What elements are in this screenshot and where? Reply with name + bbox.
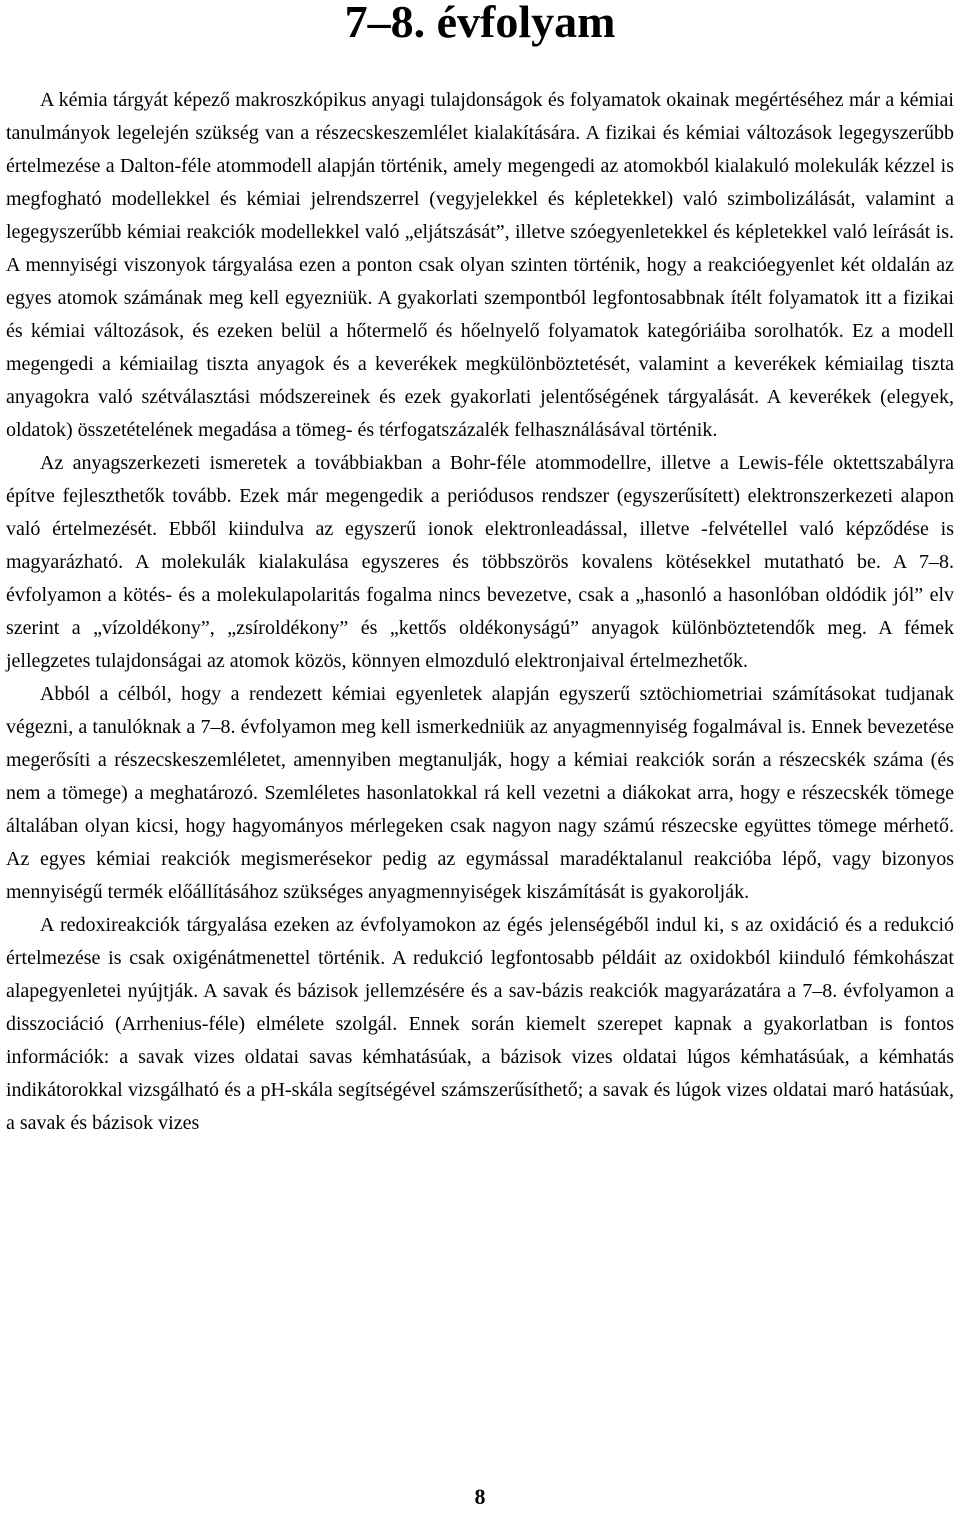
paragraph-redox-acid-base: A redoxireakciók tárgyalása ezeken az évfolyamokon az égés jelenségéből indul ki, s az oxidáció és a redukció értelmezése is csak oxigénátmenettel történik. A redukció legfontosabb példáit az oxidokból kiinduló fémkohászat alapegyenletei nyújtják. A savak és bázisok jellemzésére és a sav-bázis reakciók magyarázatára a 7–8. évfolyamon a disszociáció (Arrhenius-féle) elmélete szolgál. Ennek során kiemelt szerepet kapnak a gyakorlatban is fontos információk: a savak vizes oldatai savas kémhatásúak, a bázisok vizes oldatai lúgos kémhatásúak, a kémhatás indikátorokkal vizsgálható és a pH-skála segítségével számszerűsíthető; a savak és lúgok vizes oldatai maró hatásúak, a savak és bázisok vizes xyxy=(6,914,954,1134)
page-number: 8 xyxy=(474,1484,486,1509)
paragraph-particle-view: A kémia tárgyát képező makroszkópikus anyagi tulajdonságok és folyamatok okainak megértéséhez már a kémiai tanulmányok legelején szükség van a részecskeszemlélet kialakítására. A fizikai és kémiai változások legegyszerűbb értelmezése a Dalton-féle atommodell alapján történik, amely megengedi az atomokból kialakuló molekulák kézzel is megfogható modellekkel és kémiai jelrendszerrel (vegyjelekkel és képletekkel) való szimbolizálását, valamint a legegyszerűbb kémiai reakciók modellekkel való „eljátszását”, illetve szóegyenletekkel és képletekkel való leírását is. A mennyiségi viszonyok tárgyalása ezen a ponton csak olyan szinten történik, hogy a reakcióegyenlet két oldalán az egyes atomok számának meg kell egyezniük. A gyakorlati szempontból legfontosabbnak ítélt folyamatok itt a fizikai és kémiai változások, és ezeken belül a hőtermelő és hőelnyelő folyamatok kategóriáiba sorolhatók. Ez a modell megengedi a kémiailag tiszta anyagok és a keverékek megkülönböztetését, valamint a keverékek kémiailag tiszta anyagokra való szétválasztási módszereinek és ezek gyakorlati jelentőségének tárgyalását. A keverékek (elegyek, oldatok) összetételének megadása a tömeg- és térfogatszázalék felhasználásával történik. xyxy=(6,89,954,441)
document-body xyxy=(6,84,954,1140)
paragraph-amount-of-substance: Abból a célból, hogy a rendezett kémiai egyenletek alapján egyszerű sztöchiometriai számításokat tudjanak végezni, a tanulóknak a 7–8. évfolyamon meg kell ismerkedniük az anyagmennyiség fogalmával is. Ennek bevezetése megerősíti a részecskeszemléletet, amennyiben megtanulják, hogy a kémiai reakciók során a részecskék száma (és nem a tömege) a meghatározó. Szemléletes hasonlatokkal rá kell vezetni a diákokat arra, hogy e részecskék tömege általában olyan kicsi, hogy hagyományos mérlegeken csak nagyon nagy számú részecske együttes tömege mérhető. Az egyes kémiai reakciók megismerésekor pedig az egymással maradéktalanul reakcióba lépő, vagy bizonyos mennyiségű termék előállításához szükséges anyagmennyiségek kiszámítását is gyakorolják. xyxy=(6,683,954,903)
paragraph-atomic-structure: Az anyagszerkezeti ismeretek a továbbiakban a Bohr-féle atommodellre, illetve a Lewis-féle oktettszabályra építve fejleszthetők tovább. Ezek már megengedik a periódusos rendszer (egyszerűsített) elektronszerkezeti alapon való értelmezését. Ebből kiindulva az egyszerű ionok elektronleadással, illetve -felvétellel való képződése is magyarázható. A molekulák kialakulása egyszeres és többszörös kovalens kötésekkel mutatható be. A 7–8. évfolyamon a kötés- és a molekulapolaritás fogalma nincs bevezetve, csak a „hasonló a hasonlóban oldódik jól” elv szerint a „vízoldékony”, „zsíroldékony” és „kettős oldékonyságú” anyagok különböztetendők meg. A fémek jellegzetes tulajdonságai az atomok közös, könnyen elmozduló elektronjaival értelmezhetők. xyxy=(6,452,954,672)
page-title: 7–8. évfolyam xyxy=(344,0,616,47)
